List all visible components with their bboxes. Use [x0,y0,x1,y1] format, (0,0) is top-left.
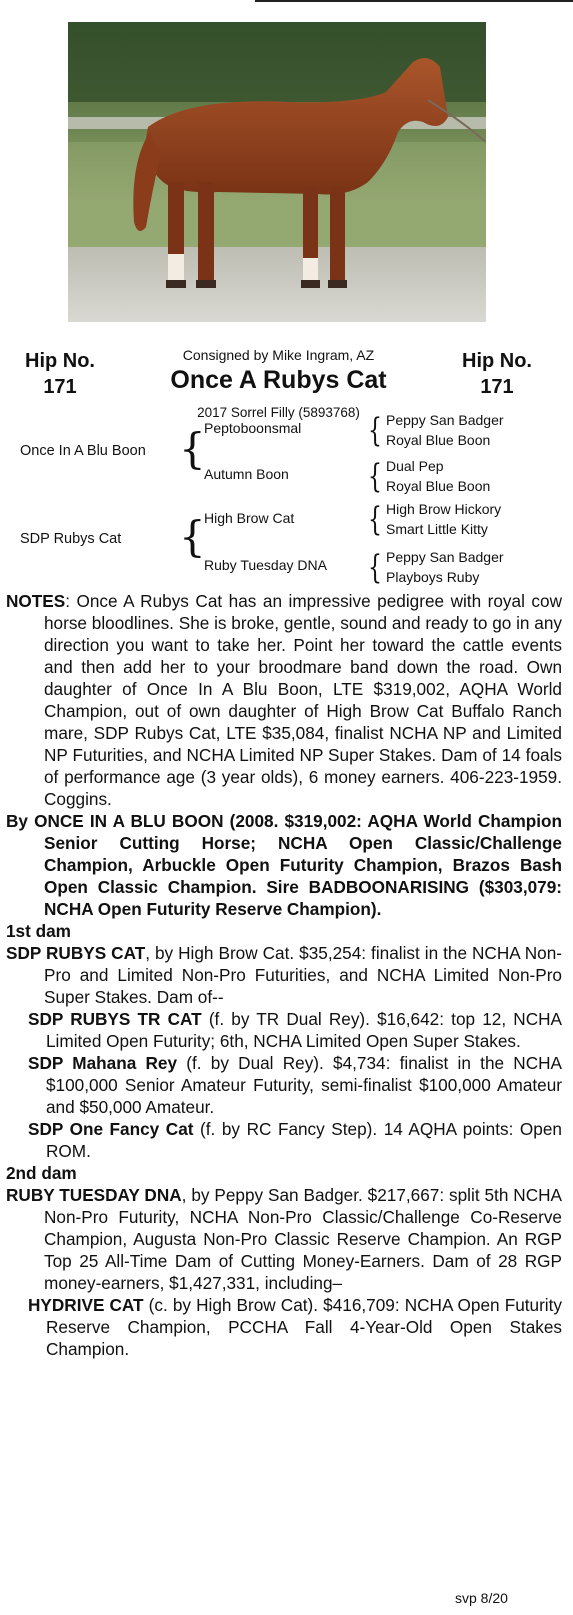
hip-number-right: 171 [480,376,514,398]
ped-dam-dam: Ruby Tuesday DNA [204,557,327,573]
produce-name: SDP Mahana Rey [28,1053,178,1073]
produce-entry [28,1294,562,1360]
produce-entry [28,1008,562,1052]
ped-dam-sire: High Brow Cat [204,510,295,526]
ped-sire-dam-dam: Royal Blue Boon [386,478,491,494]
notes-paragraph [6,590,562,810]
produce-name: SDP One Fancy Cat [28,1119,194,1139]
brace-icon: { [368,458,382,496]
first-dam-name: SDP RUBYS CAT [6,943,146,963]
notes-text: : Once A Rubys Cat has an impressive pedigree with royal cow horse bloodlines. She is broke, gentle, sound and ready to go in any direction you want to take her. Point her toward the cattle events and then add her to your broodmare band down the road. Own daughter of Once In A Blu Boon, LTE $319,002, AQHA World Champion, out of own daughter of High Brow Cat Buffalo Ranch mare, SDP Rubys Cat, LTE $35,084, finalist NCHA NP and Limited NP Futurities, and NCHA Limited NP Super Stakes. Dam of 14 foals of performance age (3 year olds), 6 money earners. 406-223-1959. Coggins. [44,591,562,809]
brace-icon: { [368,412,382,450]
hip-right [437,348,557,400]
first-dam-produce [6,1008,562,1162]
ped-dam-sire-dam: Smart Little Kitty [386,521,488,537]
brace-icon: { [179,512,206,561]
produce-text: (c. by High Brow Cat). $416,709: NCHA Open Futurity Reserve Champion, PCCHA Fall 4-Year-Old Open Stakes Champion. [46,1295,562,1359]
hip-number-left: 171 [43,376,77,398]
second-dam-produce [6,1294,562,1360]
ped-sire-sire: Peptoboonsmal [204,420,302,436]
ped-sire-dam: Autumn Boon [204,466,289,482]
brace-icon: { [179,424,206,473]
produce-text: (f. by RC Fancy Step). 14 AQHA points: Open ROM. [46,1119,562,1161]
hip-label-left: Hip No. [25,350,95,372]
ped-sire: Once In A Blu Boon [20,443,146,459]
ped-dam-sire-sire: High Brow Hickory [386,501,502,517]
first-dam-text: , by High Brow Cat. $35,254: finalist in the NCHA Non-Pro and Limited Non-Pro Futurities, and NCHA Limited Non-Pro Super Stakes. Dam of-- [44,943,563,1007]
catalog-body [6,590,562,1360]
brace-icon: { [368,501,382,539]
produce-name: HYDRIVE CAT [28,1295,144,1315]
produce-text: (f. by Dual Rey). $4,734: finalist in the NCHA $100,000 Senior Amateur Futurity, semi-finalist $100,000 Amateur and $50,000 Amateur. [46,1053,562,1117]
horse-photo-image [68,22,486,322]
second-dam-heading: 2nd dam [6,1163,77,1183]
horse-info: 2017 Sorrel Filly (5893768) [197,405,360,420]
produce-entry [28,1052,562,1118]
second-dam-name: RUBY TUESDAY DNA [6,1185,182,1205]
horse-name: Once A Rubys Cat [170,366,387,394]
footer-tag: svp 8/20 [455,1590,508,1606]
ped-sire-sire-dam: Royal Blue Boon [386,432,491,448]
ped-sire-dam-sire: Dual Pep [386,458,444,474]
ped-dam-dam-sire: Peppy San Badger [386,549,504,565]
second-dam-text: , by Peppy San Badger. $217,667: split 5th NCHA Non-Pro Futurity, NCHA Non-Pro Classic/Challenge Co-Reserve Champion, Augusta Non-Pro Classic Reserve Champion. An RGP Top 25 All-Time Dam of Cutting Money-Earners. Dam of 28 RGP money-earners, $1,427,331, including– [44,1185,562,1293]
produce-text: (f. by TR Dual Rey). $16,642: top 12, NCHA Limited Open Futurity; 6th, NCHA Limited Open Super Stakes. [46,1009,562,1051]
produce-name: SDP RUBYS TR CAT [28,1009,202,1029]
first-dam-paragraph [6,942,562,1008]
ped-dam-dam-dam: Playboys Ruby [386,569,480,585]
ped-sire-sire-sire: Peppy San Badger [386,412,504,428]
consignor: Consigned by Mike Ingram, AZ [182,347,375,363]
notes-label: NOTES [6,591,66,611]
first-dam-heading: 1st dam [6,921,71,941]
top-rule [255,0,573,2]
brace-icon: { [368,549,382,587]
hip-left [0,348,120,400]
horse-photo [68,22,486,322]
hip-label-right: Hip No. [462,350,532,372]
ped-dam: SDP Rubys Cat [20,531,122,547]
second-dam-paragraph [6,1184,562,1294]
sire-paragraph: By ONCE IN A BLU BOON (2008. $319,002: AQHA World Champion Senior Cutting Horse; NCHA Open Classic/Challenge Champion, Arbuckle Open Futurity Champion, Brazos Bash Open Classic Champion. Sire BADBOONARISING ($303,079: NCHA Open Futurity Reserve Champion). [6,811,562,919]
produce-entry [28,1118,562,1162]
